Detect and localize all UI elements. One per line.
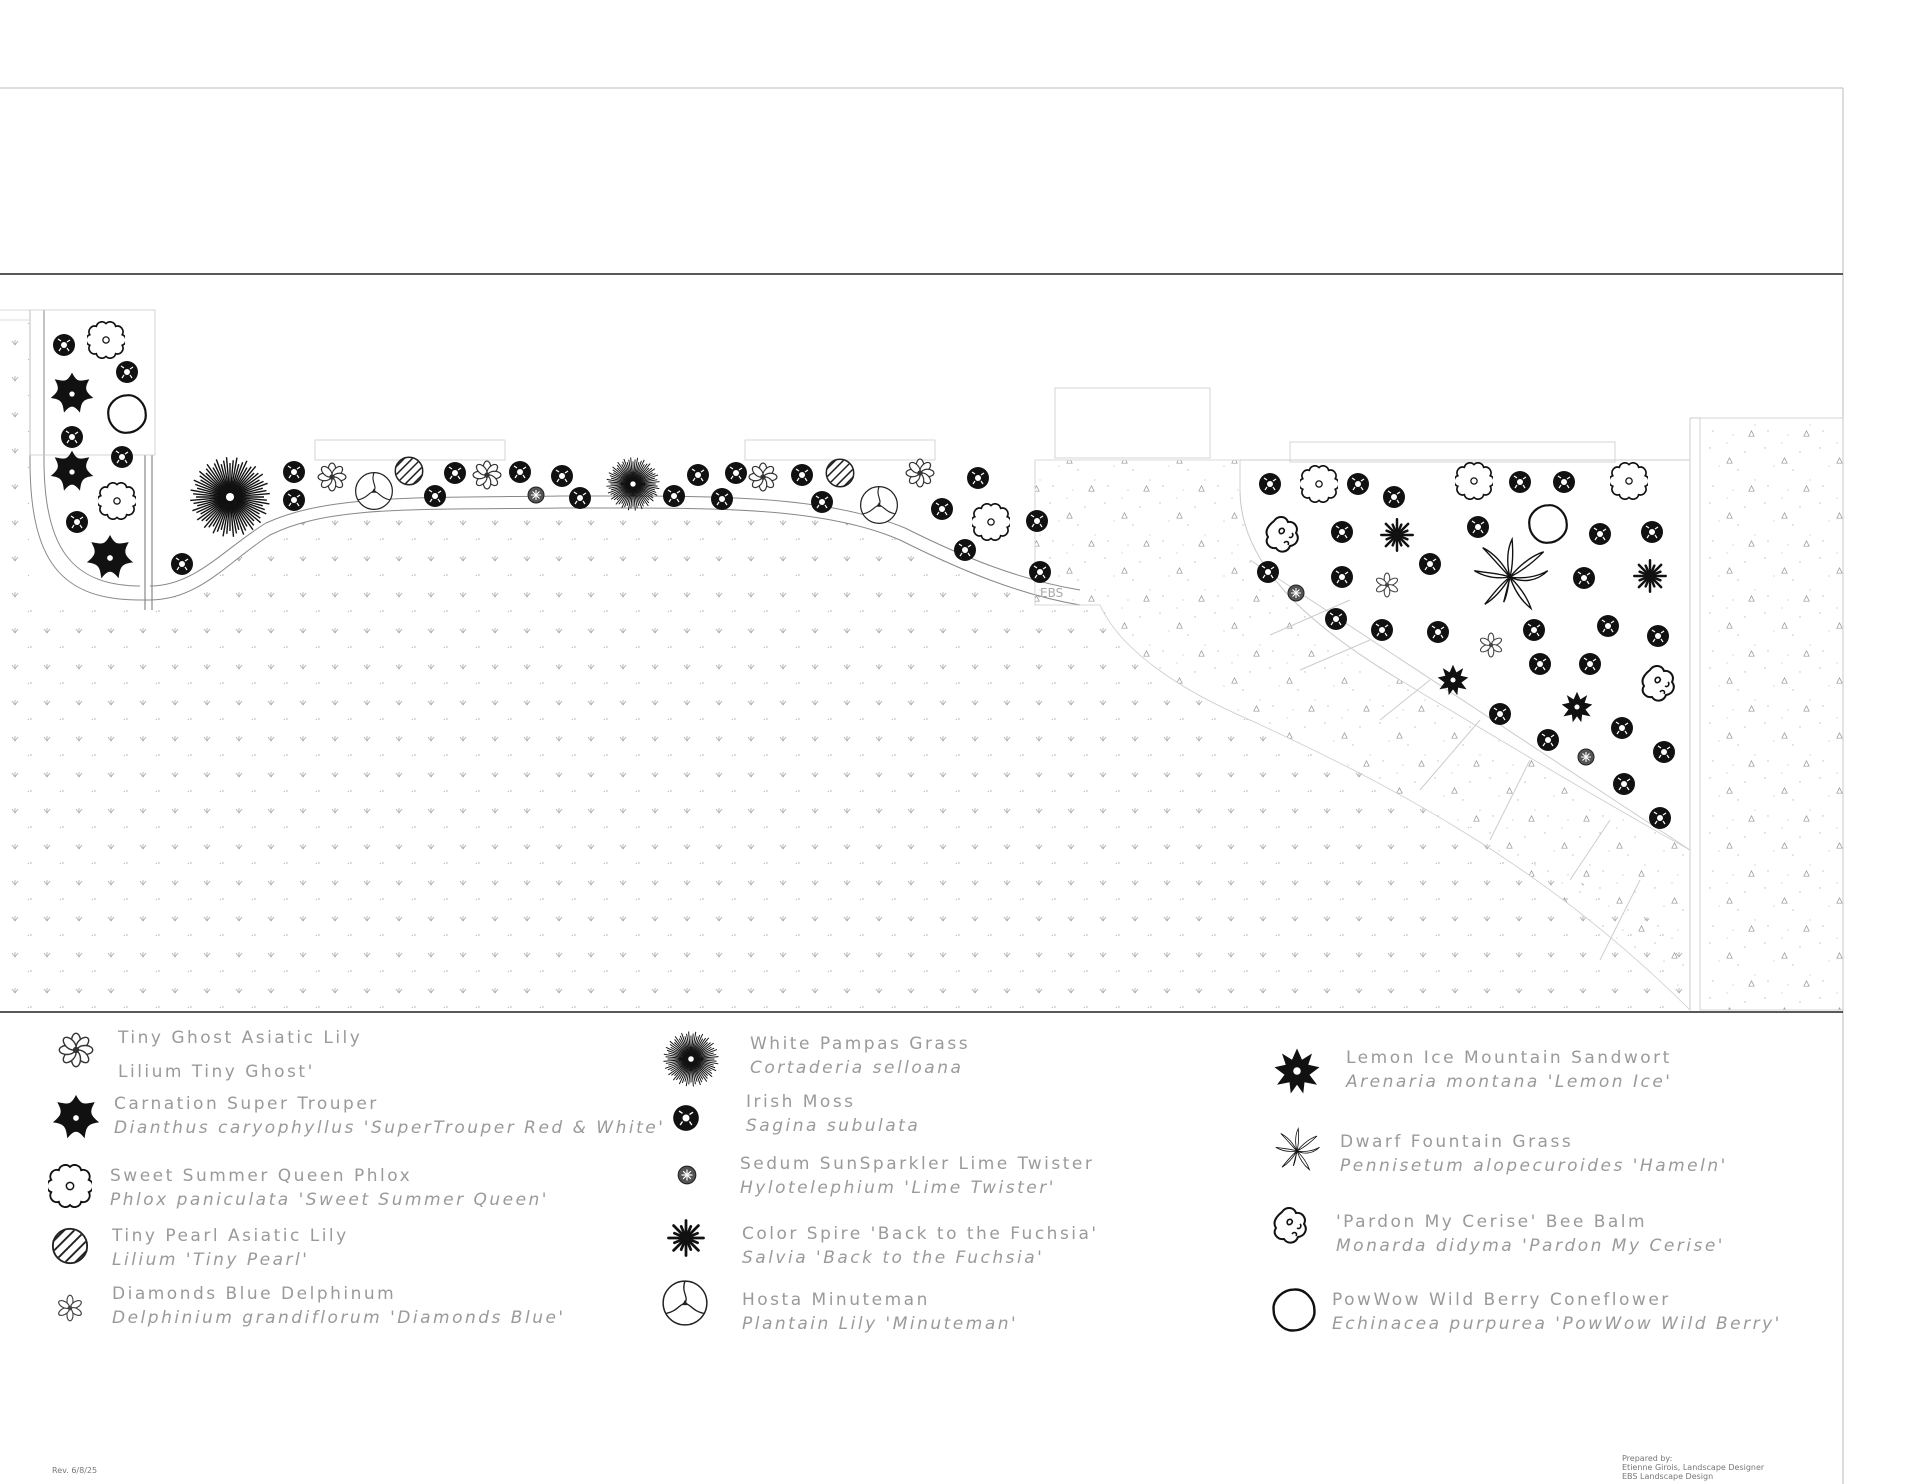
legend-common-name: 'Pardon My Cerise' Bee Balm — [1336, 1212, 1648, 1232]
legend-botanical-name: Cortaderia selloana — [750, 1058, 964, 1078]
legend-common-name: Dwarf Fountain Grass — [1340, 1132, 1574, 1152]
legend-common-name: White Pampas Grass — [750, 1034, 971, 1054]
legend-common-name: Diamonds Blue Delphinum — [112, 1284, 397, 1304]
black-star-icon — [50, 1092, 102, 1144]
legend-botanical-name: Pennisetum alopecuroides 'Hameln' — [1340, 1156, 1728, 1176]
company-name: EBS Landscape Design — [1622, 1472, 1714, 1481]
legend-botanical-name: Delphinium grandiflorum 'Diamonds Blue' — [112, 1308, 566, 1328]
legend-botanical-name: Monarda didyma 'Pardon My Cerise' — [1336, 1236, 1725, 1256]
open-circle-icon — [1270, 1286, 1318, 1334]
curly-flower-icon — [1272, 1204, 1316, 1248]
legend-common-name: Color Spire 'Back to the Fuchsia' — [742, 1224, 1099, 1244]
legend-common-name: Lemon Ice Mountain Sandwort — [1346, 1048, 1672, 1068]
scalloped-circle-icon — [48, 1164, 92, 1208]
legend-botanical-name: Echinacea purpurea 'PowWow Wild Berry' — [1332, 1314, 1782, 1334]
legend-common-name: Hosta Minuteman — [742, 1290, 930, 1310]
legend-common-name: Carnation Super Trouper — [114, 1094, 379, 1114]
legend-common-name: Tiny Pearl Asiatic Lily — [112, 1226, 349, 1246]
designer-name: Etienne Girois, Landscape Designer — [1622, 1463, 1765, 1472]
small-flower-icon — [56, 1294, 84, 1322]
legend-botanical-name: Plantain Lily 'Minuteman' — [742, 1314, 1019, 1334]
legend-botanical-name: Lilium 'Tiny Pearl' — [112, 1250, 310, 1270]
prepared-by-label: Prepared by: — [1622, 1454, 1673, 1463]
lawn-area — [0, 310, 1690, 1010]
legend-common-name: PowWow Wild Berry Coneflower — [1332, 1290, 1671, 1310]
spiky-icon — [666, 1218, 706, 1258]
legend-botanical-name: Salvia 'Back to the Fuchsia' — [742, 1248, 1045, 1268]
legend-botanical-name: Arenaria montana 'Lemon Ice' — [1346, 1072, 1673, 1092]
leaf-circle-icon — [660, 1278, 710, 1328]
revision-date: Rev. 6/8/25 — [52, 1466, 98, 1475]
grass-icon — [1272, 1126, 1322, 1176]
small-dark-dot-icon — [676, 1164, 698, 1186]
hatched-circle-icon — [50, 1226, 90, 1266]
spoke-flower-icon — [58, 1032, 94, 1068]
legend-botanical-name: Hylotelephium 'Lime Twister' — [740, 1178, 1056, 1198]
legend-common-name: Sedum SunSparkler Lime Twister — [740, 1154, 1095, 1174]
legend-botanical-name: Lilium Tiny Ghost' — [118, 1062, 315, 1082]
legend-botanical-name: Sagina subulata — [746, 1116, 921, 1136]
legend-common-name: Sweet Summer Queen Phlox — [110, 1166, 413, 1186]
burst-icon — [662, 1030, 720, 1088]
legend-botanical-name: Dianthus caryophyllus 'SuperTrouper Red & White' — [114, 1118, 666, 1138]
dark-spiky-star-icon — [1272, 1046, 1322, 1096]
legend-common-name: Tiny Ghost Asiatic Lily — [118, 1028, 363, 1048]
legend-botanical-name: Phlox paniculata 'Sweet Summer Queen' — [110, 1190, 549, 1210]
plants-left-strip — [51, 322, 146, 578]
legend-common-name: Irish Moss — [746, 1092, 856, 1112]
dark-dot-icon — [672, 1104, 700, 1132]
